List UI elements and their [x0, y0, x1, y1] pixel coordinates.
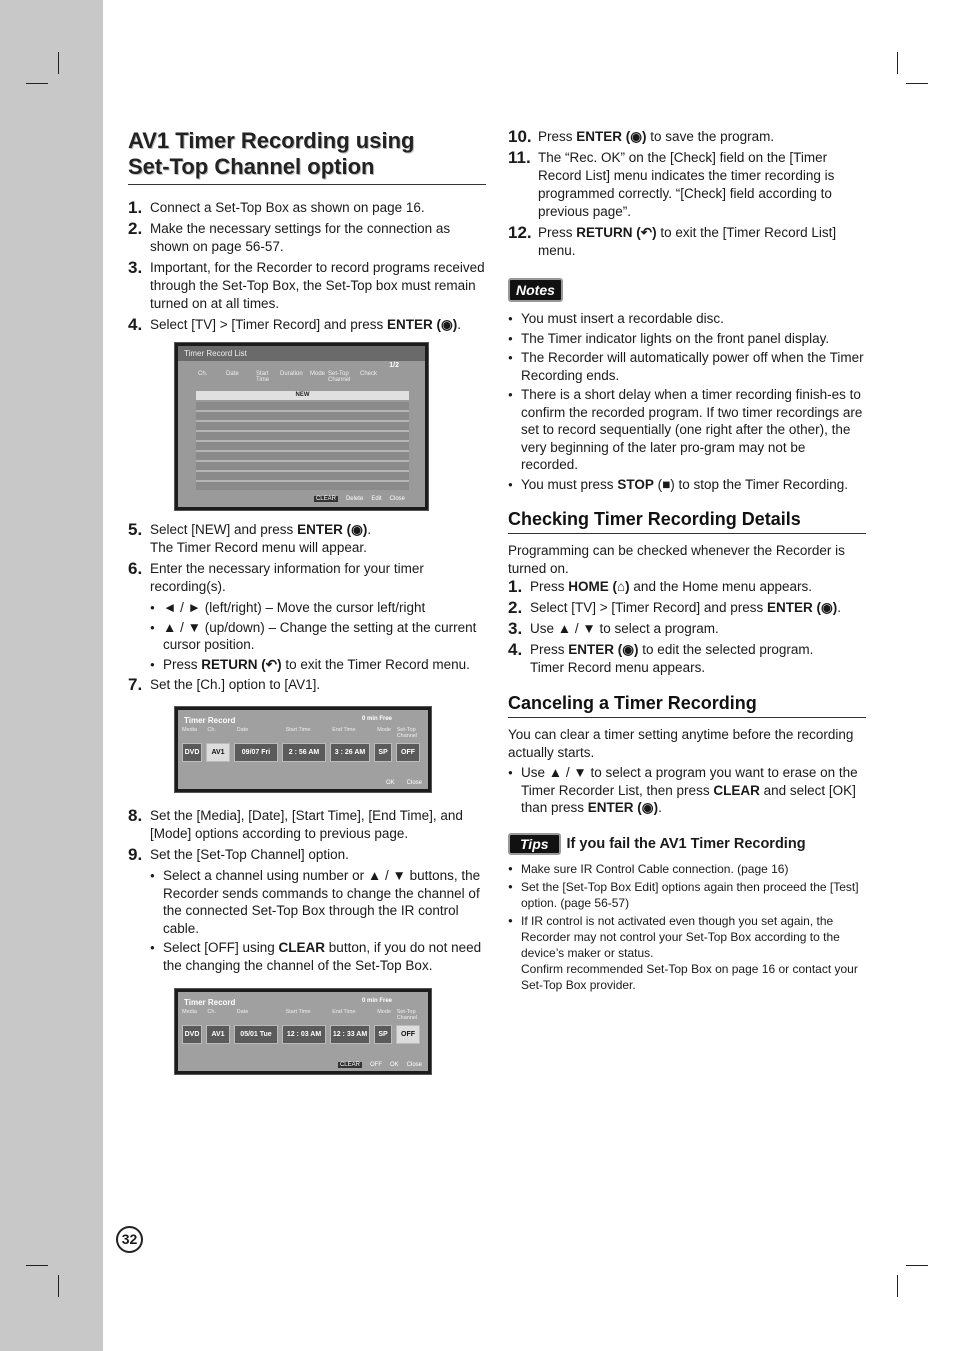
- note-item: ● You must insert a recordable disc.: [508, 310, 866, 328]
- media-field[interactable]: DVD: [182, 1025, 202, 1044]
- notes-section: [508, 278, 866, 493]
- title-line-2: Set-Top Channel option: [128, 154, 375, 179]
- step-9: [128, 846, 486, 864]
- step-6-bullets: [150, 599, 486, 673]
- bullet-item: ● Select a channel using number or ▲ / ▼ buttons, the Recorder sends commands to change the channel of the connected Set-Top Box through the IR control cable.: [150, 867, 486, 937]
- check-step-4: [508, 641, 866, 677]
- text-run: .: [367, 522, 372, 537]
- osd-column-headers: [198, 371, 425, 383]
- step-text: Connect a Set-Top Box as shown on page 16.: [150, 200, 425, 215]
- step-number: 3.: [128, 258, 143, 277]
- crop-mark: [58, 1275, 59, 1297]
- end-time-field[interactable]: 12 : 33 AM: [330, 1025, 370, 1044]
- check-step-3: [508, 620, 866, 638]
- step-number: 9.: [128, 845, 143, 864]
- step-text: Set the [Ch.] option to [AV1].: [150, 677, 321, 692]
- step-4: [128, 316, 486, 334]
- date-field[interactable]: 05/01 Tue: [234, 1025, 278, 1044]
- clear-key: CLEAR: [339, 1062, 360, 1068]
- text-run: (■) to stop the Timer Recording.: [653, 476, 849, 492]
- col-header: Start Time: [285, 1009, 311, 1015]
- ok-label: OK: [389, 1062, 399, 1068]
- step-number: 3.: [508, 619, 523, 638]
- step-12: [508, 224, 866, 260]
- crop-mark: [906, 83, 928, 84]
- channel-field[interactable]: AV1: [206, 743, 230, 762]
- step-11: [508, 149, 866, 221]
- step-text: Use ▲ / ▼ to select a program.: [530, 621, 719, 636]
- text-run: Press: [530, 579, 569, 594]
- col-header: Check: [360, 371, 378, 377]
- step-8: [128, 807, 486, 843]
- bullet-item: ● ▲ / ▼ (up/down) – Change the setting at the current cursor position.: [150, 619, 486, 654]
- crop-mark: [26, 1265, 48, 1266]
- step-3: [128, 259, 486, 313]
- col-header: Mode: [377, 1009, 391, 1015]
- text-run: The Timer Record menu will appear.: [150, 540, 367, 555]
- date-field[interactable]: 09/07 Fri: [234, 743, 278, 762]
- step-text: The “Rec. OK” on the [Check] field on the [Timer Record List] menu indicates the timer recording is programmed correctly. “[Check] field according to previous page”.: [538, 150, 835, 219]
- text-run: If IR control is not activated even though you set again, the Recorder may not control your Set-Top Box according to the device’s maker or status.: [521, 913, 840, 960]
- step-number: 1.: [128, 198, 143, 217]
- step-10: [508, 128, 866, 146]
- text-run: Press: [530, 642, 569, 657]
- timer-record-settop-screenshot: [174, 988, 432, 1075]
- step-text: Important, for the Recorder to record programs received through the Set-Top Box, the Set-Top box must remain turned on at all times.: [150, 260, 485, 311]
- step-number: 12.: [508, 223, 532, 242]
- delete-label: Delete: [345, 496, 364, 502]
- text-run: to edit the selected program.: [638, 642, 814, 657]
- ok-label: OK: [385, 780, 395, 786]
- step-7: [128, 676, 486, 694]
- col-header: Ch.: [198, 371, 208, 377]
- tips-section: [508, 833, 866, 993]
- col-header: Date: [226, 371, 239, 377]
- note-item: [508, 476, 866, 494]
- step-number: 11.: [508, 148, 531, 167]
- text-run: and select [OK] than press: [521, 782, 856, 815]
- home-button-label: HOME (⌂): [568, 579, 630, 594]
- tips-badge: Tips: [508, 833, 561, 855]
- osd-footer: [314, 496, 405, 502]
- step-number: 2.: [128, 219, 143, 238]
- timer-record-list-screenshot: [174, 342, 429, 511]
- text-run: to exit the [Timer Record List] menu.: [538, 225, 837, 258]
- text-run: Press: [538, 225, 577, 240]
- step-number: 1.: [508, 577, 523, 596]
- canceling-list: [508, 764, 866, 817]
- step-number: 6.: [128, 559, 143, 578]
- osd-free-space: 0 min Free: [361, 716, 392, 722]
- canceling-intro: You can clear a timer setting anytime before the recording actually starts.: [508, 727, 854, 760]
- canceling-heading: Canceling a Timer Recording: [508, 693, 866, 718]
- bullet-item: ● ◄ / ► (left/right) – Move the cursor left/right: [150, 599, 486, 617]
- close-label: Close: [389, 496, 405, 502]
- col-header: Ch.: [207, 727, 216, 733]
- osd-footer: [386, 780, 422, 786]
- new-entry-label: NEW: [295, 392, 310, 398]
- step-text: [150, 521, 371, 557]
- enter-button-label: ENTER (◉): [386, 317, 458, 332]
- bullet-item: [150, 656, 486, 674]
- start-time-field[interactable]: 12 : 03 AM: [282, 1025, 326, 1044]
- col-header: Set-Top Channel: [396, 727, 418, 739]
- step-number: 4.: [508, 640, 523, 659]
- checking-heading: Checking Timer Recording Details: [508, 509, 866, 534]
- step-number: 10.: [508, 127, 532, 146]
- step-number: 7.: [128, 675, 143, 694]
- text-run: Use ▲ / ▼ to select a program you want to erase on the Timer Recorder List, then press: [521, 765, 858, 798]
- tip-item: [508, 913, 866, 993]
- channel-field[interactable]: AV1: [206, 1025, 230, 1044]
- check-step-1: [508, 578, 866, 596]
- col-header: Duration: [280, 371, 303, 377]
- enter-button-label: ENTER (◉): [576, 129, 647, 144]
- text-run: and the Home menu appears.: [629, 579, 813, 594]
- step-6: [128, 560, 486, 596]
- bullet-item: [508, 764, 866, 817]
- text-run: to exit the Timer Record menu.: [281, 656, 470, 672]
- step-text: [530, 641, 813, 677]
- col-header: Start Time: [285, 727, 311, 733]
- crop-mark: [906, 1265, 928, 1266]
- tip-item: ● Make sure IR Control Cable connection. (page 16): [508, 861, 866, 877]
- stop-button-label: STOP: [617, 476, 654, 492]
- right-column: [508, 128, 866, 996]
- notes-list: [508, 310, 866, 493]
- osd-value-row: [178, 739, 428, 762]
- col-header: Date: [236, 727, 249, 733]
- title-line-1: AV1 Timer Recording using: [128, 128, 415, 153]
- step-5: [128, 521, 486, 557]
- enter-button-label: ENTER (◉): [297, 522, 368, 537]
- text-run: Select [NEW] and press: [150, 522, 298, 537]
- return-button-label: RETURN (↶): [576, 225, 657, 240]
- timer-record-av1-screenshot: [174, 706, 432, 793]
- note-item: ● The Timer indicator lights on the front panel display.: [508, 330, 866, 348]
- text-run: to save the program.: [646, 129, 775, 144]
- tips-list: [508, 861, 866, 993]
- checking-intro: Programming can be checked whenever the Recorder is turned on.: [508, 543, 845, 576]
- step-number: 5.: [128, 520, 143, 539]
- edit-label: Edit: [371, 496, 382, 502]
- col-header: Mode: [377, 727, 391, 733]
- tips-heading: If you fail the AV1 Timer Recording: [566, 835, 806, 852]
- col-header: End Time: [332, 727, 356, 733]
- step-1: [128, 199, 486, 217]
- mode-field[interactable]: SP: [374, 1025, 392, 1044]
- osd-row-new[interactable]: [196, 391, 409, 400]
- text-run: Select [TV] > [Timer Record] and press: [150, 317, 387, 332]
- notes-badge: Notes: [508, 278, 563, 302]
- crop-mark: [26, 83, 48, 84]
- settop-channel-field[interactable]: OFF: [396, 743, 420, 762]
- step-text: Set the [Media], [Date], [Start Time], [End Time], and [Mode] options according to previous page.: [150, 808, 463, 841]
- settop-channel-field[interactable]: OFF: [396, 1025, 420, 1044]
- step-text: Set the [Set-Top Channel] option.: [150, 847, 349, 862]
- crop-mark: [58, 52, 59, 74]
- text-run: Select [TV] > [Timer Record] and press: [530, 600, 767, 615]
- enter-button-label: ENTER (◉): [766, 600, 838, 615]
- text-run: Confirm recommended Set-Top Box on page 16 or contact your Set-Top Box provider.: [521, 961, 858, 992]
- col-header: Mode: [310, 371, 326, 377]
- osd-free-space: 0 min Free: [361, 998, 392, 1004]
- col-header: Set-Top Channel: [328, 371, 351, 383]
- enter-button-label: ENTER (◉): [587, 800, 659, 815]
- osd-page-indicator: 1/2: [389, 362, 399, 369]
- page-number: 32: [116, 1226, 143, 1253]
- text-run: .: [837, 600, 842, 615]
- osd-title: Timer Record List: [178, 346, 425, 361]
- step-text: [538, 128, 774, 146]
- step-text: [530, 578, 812, 596]
- tip-item: ● Set the [Set-Top Box Edit] options again then proceed the [Test] option. (page 56-57): [508, 879, 866, 911]
- text-run: .: [658, 800, 662, 815]
- col-header: Start Time: [256, 371, 270, 383]
- close-label: Close: [406, 780, 422, 786]
- crop-mark: [897, 52, 898, 74]
- text-run: You must press: [521, 476, 618, 492]
- step-2: [128, 220, 486, 256]
- step-text: [530, 599, 841, 617]
- note-item: ● The Recorder will automatically power off when the Timer Recording ends.: [508, 349, 866, 384]
- text-run: button, if you do not need the changing the channel of the Set-Top Box.: [163, 940, 482, 973]
- close-label: Close: [406, 1062, 422, 1068]
- text-run: Press: [163, 656, 202, 672]
- text-run: Timer Record menu appears.: [530, 660, 706, 675]
- osd-footer: [338, 1062, 422, 1068]
- step-9-bullets: [150, 867, 486, 974]
- text-run: .: [457, 317, 462, 332]
- step-number: 4.: [128, 315, 143, 334]
- clear-button-label: CLEAR: [278, 940, 326, 955]
- osd-title: Timer Record: [184, 998, 236, 1007]
- col-header: End Time: [332, 1009, 356, 1015]
- step-text: [150, 316, 461, 334]
- osd-empty-rows: [196, 402, 409, 490]
- clear-button-label: CLEAR: [713, 782, 760, 798]
- enter-button-label: ENTER (◉): [568, 642, 639, 657]
- return-button-label: RETURN (↶): [201, 656, 282, 672]
- step-text: [538, 224, 866, 260]
- off-label: OFF: [369, 1062, 382, 1068]
- osd-value-row: [178, 1021, 428, 1044]
- col-header: Set-Top Channel: [396, 1009, 418, 1021]
- step-number: 2.: [508, 598, 523, 617]
- osd-title: Timer Record: [184, 716, 236, 725]
- note-item: ● There is a short delay when a timer recording finish-es to confirm the recorded program. If two timer recordings are set to record sequentially (one right after the other), the very beginning of the later pro-gram may not be recorded.: [508, 386, 866, 474]
- osd-column-headers: [178, 1009, 428, 1021]
- step-number: 8.: [128, 806, 143, 825]
- col-header: Date: [236, 1009, 249, 1015]
- step-text: Enter the necessary information for your timer recording(s).: [150, 561, 424, 594]
- page-margin-bar: [0, 0, 103, 1351]
- bullet-item: [150, 939, 486, 974]
- osd-column-headers: [178, 727, 428, 739]
- media-field[interactable]: DVD: [182, 743, 202, 762]
- col-header: Ch.: [207, 1009, 216, 1015]
- clear-key: CLEAR: [315, 496, 336, 502]
- start-time-field[interactable]: 2 : 56 AM: [282, 743, 326, 762]
- mode-field[interactable]: SP: [374, 743, 392, 762]
- page-title: [128, 128, 486, 185]
- canceling-section: [508, 693, 866, 817]
- text-run: Press: [538, 129, 577, 144]
- step-text: Make the necessary settings for the connection as shown on page 56-57.: [150, 221, 451, 254]
- left-column: [128, 128, 486, 1085]
- col-header: Media: [182, 727, 197, 733]
- end-time-field[interactable]: 3 : 26 AM: [330, 743, 370, 762]
- check-step-2: [508, 599, 866, 617]
- col-header: Media: [182, 1009, 197, 1015]
- text-run: Select [OFF] using: [163, 940, 279, 955]
- crop-mark: [897, 1275, 898, 1297]
